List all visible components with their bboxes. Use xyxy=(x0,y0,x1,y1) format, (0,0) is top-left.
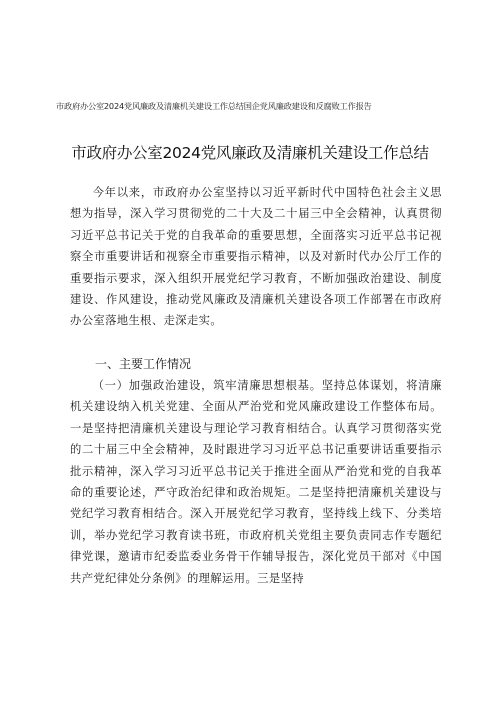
section-heading: 一、主要工作情况 xyxy=(95,357,192,371)
document-header: 市政府办公室2024党风廉政及清廉机关建设工作总结国企党风廉政建设和反腐败工作报告 xyxy=(56,101,372,111)
intro-paragraph: 今年以来，市政府办公室坚持以习近平新时代中国特色社会主义思想为指导，深入学习贯彻党的二十大及二十届三中全会精神，认真贯彻习近平总书记关于党的自我革命的重要思想，全面落实习近平总书记视察全市重要讲话和视察全市重要指示精神，以及对新时代办公厅工作的重要指示要求，深入组织开展党纪学习教育，不断加强政治建设、制度建设、作风建设，推动党风廉政及清廉机关建设各项工作部署在市政府办公室落地生根、走深走实。 xyxy=(70,186,442,328)
document-title: 市政府办公室2024党风廉政及清廉机关建设工作总结 xyxy=(71,144,429,162)
section1-paragraph: （一）加强政治建设，筑牢清廉思想根基。坚持总体谋划，将清廉机关建设纳入机关党建、全面从严治党和党风廉政建设工作整体布局。一是坚持把清廉机关建设与理论学习教育相结合。认真学习贯彻落实党的二十届三中全会精神，及时跟进学习习近平总书记重要讲话重要指示批示精神，深入学习习近平总书记关于推进全面从严治党和党的自我革命的重要论述，严守政治纪律和政治规矩。二是坚持把清廉机关建设与党纪学习教育相结合。深入开展党纪学习教育，坚持线上线下、分类培训，举办党纪学习教育读书班，市政府机关党组主要负责同志作专题纪律党课，邀请市纪委监委业务骨干作辅导报告，深化党员干部对《中国共产党纪律处分条例》的理解运用。三是坚持 xyxy=(70,379,442,585)
section1-block xyxy=(70,375,442,589)
intro-block xyxy=(70,182,442,332)
